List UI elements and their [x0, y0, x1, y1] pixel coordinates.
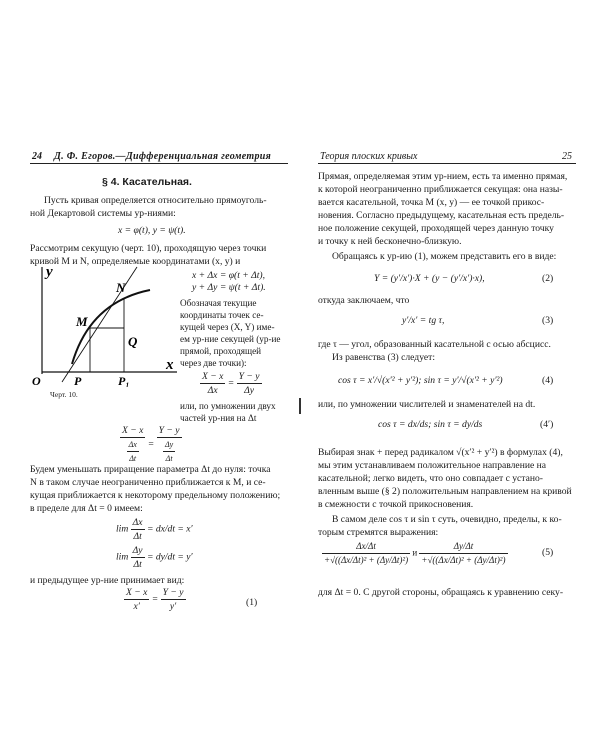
equation-3: y′/x′ = tg τ,: [402, 315, 445, 326]
paragraph-line: откуда заключаем, что: [318, 295, 410, 306]
equation-2: Y = (y′/x′)·X + (y − (y′/x′)·x),: [374, 273, 485, 284]
paragraph-line: торым стремятся выражения:: [318, 527, 439, 538]
tangent-equation: $\frac{X - x}{x'}$ = $\frac{Y - y}{y'}$: [126, 587, 184, 612]
right-running-title: Теория плоских кривых: [320, 151, 418, 162]
paragraph-line: для Δt = 0. С другой стороны, обращаясь к уравнению секу-: [318, 587, 564, 598]
secant-equation: $\frac{X - x}{\Delta x}$ = $\frac{Y - y}{\Delta y}$: [202, 371, 260, 396]
side-text: координаты точек се-: [180, 310, 264, 320]
paragraph-line: N в таком случае неограниченно приближается к M, и се-: [30, 477, 266, 488]
label-origin: O: [32, 374, 41, 387]
equation-param: x = φ(t), y = ψ(t).: [118, 225, 186, 236]
equation-5: $\frac{\Delta x/\Delta t}{\text{+√((Δx/Δt)² + (Δy/Δt)²)}}$ и $\frac{\Delta y/\Delta t}{\text{+√((Δx/Δt)² + (Δy/Δt)²)}}$: [324, 541, 506, 565]
paragraph-line: кущая приближается к некоторому предельному положению;: [30, 490, 281, 501]
equation-number: (3): [542, 315, 554, 326]
equation-number: (4): [542, 375, 554, 386]
equation-divided-by-dt: $\frac{X - x}{\frac{\Delta x}{\Delta t}}$ = $\frac{Y - y}{\frac{\Delta y}{\Delta t}}$: [122, 425, 180, 463]
equation-number: (2): [542, 273, 554, 284]
paragraph-line: Пусть кривая определяется относительно прямоуголь-: [44, 195, 267, 206]
gutter-mark: [299, 398, 301, 414]
paragraph-line: Будем уменьшать приращение параметра Δt до нуля: точка: [30, 464, 271, 475]
left-running-head: [30, 150, 288, 164]
side-text: или, по умножении двух: [180, 401, 276, 411]
paragraph-line: Выбирая знак + перед радикалом √(x′² + y′²) в формулах (4),: [318, 447, 563, 458]
left-running-title: Д. Ф. Егоров.—Дифференциальная геометрия: [54, 151, 272, 162]
label-y: y: [46, 264, 53, 280]
paragraph-line: Прямая, определяемая этим ур-нием, есть та именно прямая,: [318, 171, 568, 182]
paragraph-line: новения. Согласно предыдущему, касательная есть предель-: [318, 210, 565, 221]
label-n: N: [116, 280, 126, 295]
paragraph-line: где τ — угол, образованный касательной с осью абсцисс.: [318, 339, 551, 350]
left-page-number: 24: [32, 151, 42, 162]
secant-line: [62, 267, 137, 382]
equation-number: (1): [246, 597, 258, 608]
paragraph-line: вленным выше (§ 2) положительным направлением на кривой: [318, 486, 572, 497]
paragraph-line: к которой неограниченно приближается секущая: она назы-: [318, 184, 563, 195]
limit-dy: lim $\frac{\Delta y}{\Delta t}$ = dy/dt = y′: [116, 545, 193, 570]
right-running-head: [318, 150, 576, 164]
label-m: M: [76, 314, 88, 329]
equation-number: (4′): [540, 419, 554, 430]
side-text: кущей через (X, Y) име-: [180, 322, 275, 332]
paragraph-line: в пределе для Δt = 0 имеем:: [30, 503, 143, 514]
paragraph-line: В самом деле cos τ и sin τ суть, очевидно, пределы, к ко-: [332, 514, 562, 525]
equation-n1: x + Δx = φ(t + Δt),: [192, 270, 266, 281]
paragraph-line: ное положение секущей, проходящей через данную точку: [318, 223, 554, 234]
left-page: [30, 150, 288, 620]
section-title: § 4. Касательная.: [102, 176, 192, 188]
side-text: частей ур-ния на Δt: [180, 413, 257, 423]
paragraph-line: мы этим устанавливаем положительное направление на: [318, 460, 547, 471]
paragraph-line: касательной; легко видеть, что оно совпадает с устано-: [318, 473, 544, 484]
figure-caption: Черт. 10.: [50, 390, 78, 399]
side-text: прямой, проходящей: [180, 346, 262, 356]
limit-dx: lim $\frac{\Delta x}{\Delta t}$ = dx/dt = x′: [116, 517, 193, 542]
paragraph-line: в смежности с точкой прикосновения.: [318, 499, 474, 510]
label-p: P: [74, 374, 82, 387]
side-text: через две точки):: [180, 358, 247, 368]
paragraph-line: или, по умножении числителей и знаменателей на dt.: [318, 399, 536, 410]
paragraph-line: и точку к ней бесконечно-близкую.: [318, 236, 462, 247]
paragraph-line: кривой M и N, определяемые координатами (x, y) и: [30, 256, 241, 267]
paragraph-line: Из равенства (3) следует:: [332, 352, 435, 363]
label-q: Q: [128, 334, 138, 349]
figure-10-diagram: [32, 262, 180, 387]
right-page: [318, 150, 576, 620]
paragraph-line: вается касательной, точка M (x, y) — ее точкой прикос-: [318, 197, 545, 208]
equation-number: (5): [542, 547, 554, 558]
side-text: Обозначая текущие: [180, 298, 257, 308]
equation-4: cos τ = x′/√(x′² + y′²); sin τ = y′/√(x′² + y′²): [338, 375, 503, 386]
equation-n2: y + Δy = ψ(t + Δt).: [192, 282, 266, 293]
paragraph-line: и предыдущее ур-ние принимает вид:: [30, 575, 185, 586]
side-text: ем ур-ние секущей (ур-ие: [180, 334, 281, 344]
equation-4-prime: cos τ = dx/ds; sin τ = dy/ds: [378, 419, 483, 430]
label-x: x: [166, 357, 174, 373]
right-page-number: 25: [562, 151, 572, 162]
label-p1: P₁: [118, 374, 130, 387]
paragraph-line: Рассмотрим секущую (черт. 10), проходящую через точки: [30, 243, 267, 254]
paragraph-line: Обращаясь к ур-ию (1), можем представить его в виде:: [332, 251, 557, 262]
paragraph-line: ной Декартовой системы ур-ниями:: [30, 208, 176, 219]
